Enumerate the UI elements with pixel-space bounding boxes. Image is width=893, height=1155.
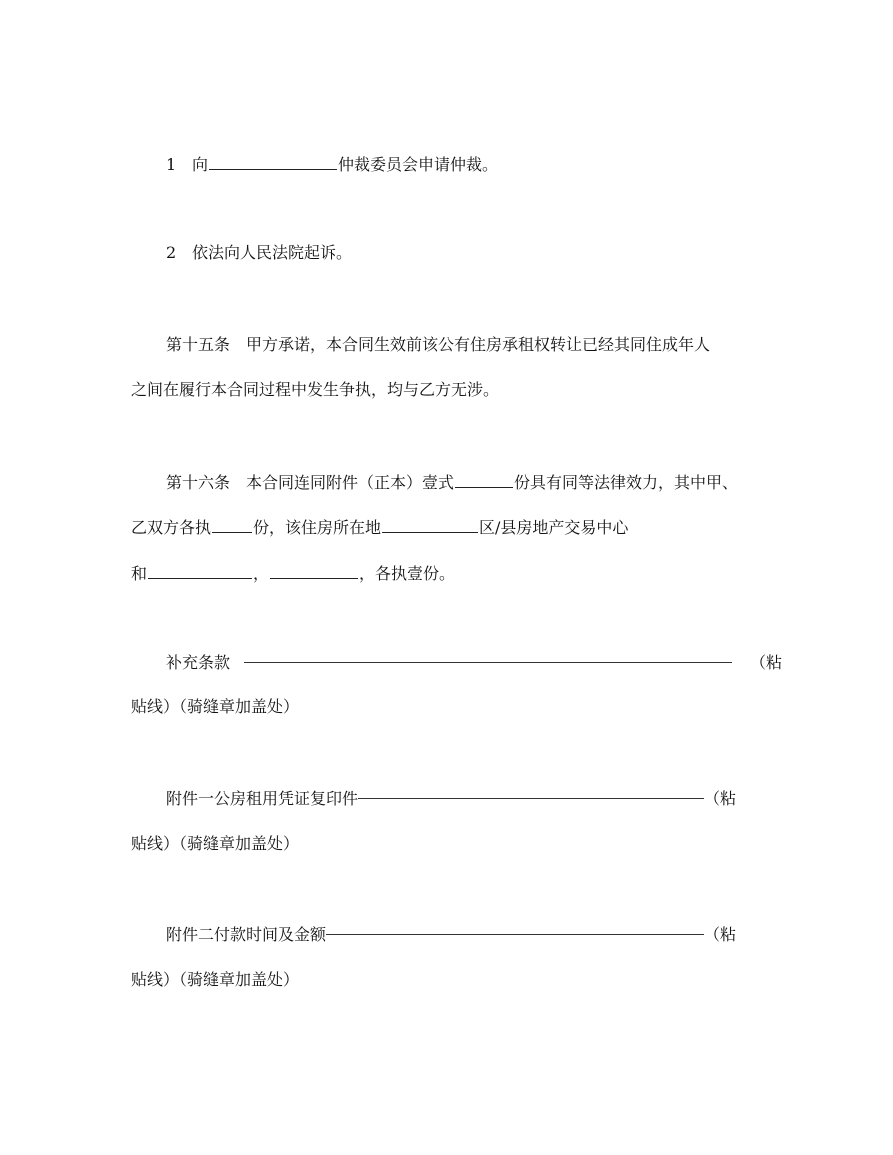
supplementary-terms-note: 贴线）（骑缝章加盖处） xyxy=(131,697,300,716)
article-16-label: 第十六条 xyxy=(166,473,231,492)
supplementary-terms-tail: （粘 xyxy=(750,653,783,672)
attachment-1-tail: （粘 xyxy=(704,789,737,808)
supplementary-terms-title: 补充条款 xyxy=(166,653,231,672)
article-16-text-1a: 本合同连同附件（正本）壹式 xyxy=(246,473,455,492)
article-16-line-2 xyxy=(131,517,628,538)
article-15-line-2 xyxy=(131,380,499,400)
option-1-line xyxy=(166,154,498,175)
attachment-2-rule xyxy=(326,925,704,935)
article-16-text-1b: 份具有同等法律效力，其中甲、 xyxy=(514,473,739,492)
article-16-text-3c: ，各执壹份。 xyxy=(359,564,456,583)
option-2-text: 依法向人民法院起诉。 xyxy=(192,243,353,262)
article-15-label: 第十五条 xyxy=(166,335,231,354)
article-16-text-2b: 份，该住房所在地 xyxy=(253,518,382,537)
supplementary-terms-line-2 xyxy=(131,697,299,717)
attachment-2-line-1 xyxy=(166,925,736,945)
attachment-1-rule xyxy=(358,789,704,799)
option-1-prefix: 向 xyxy=(192,155,209,174)
attachment-1-line-1 xyxy=(166,789,736,809)
article-16-line-1 xyxy=(166,472,738,493)
attachment-2-title: 附件二付款时间及金额 xyxy=(166,925,327,944)
article-15-text-1: 甲方承诺，本合同生效前该公有住房承租权转让已经其同住成年人 xyxy=(246,335,711,354)
copies-total-blank xyxy=(455,472,513,488)
copies-each-blank xyxy=(212,517,252,533)
option-1-number: 1 xyxy=(166,155,177,174)
attachment-1-line-2 xyxy=(131,834,299,854)
option-2-number: 2 xyxy=(166,243,177,262)
copy-holder-2-blank xyxy=(270,563,358,579)
attachment-1-note: 贴线）（骑缝章加盖处） xyxy=(131,834,300,853)
arbitration-committee-blank xyxy=(209,154,337,170)
article-16-line-3 xyxy=(131,563,455,584)
supplementary-terms-rule xyxy=(244,653,732,663)
attachment-2-tail: （粘 xyxy=(704,925,737,944)
article-16-text-2a: 乙双方各执 xyxy=(131,518,212,537)
article-15-text-2: 之间在履行本合同过程中发生争执，均与乙方无涉。 xyxy=(131,380,500,399)
copy-holder-1-blank xyxy=(148,563,252,579)
attachment-1-title: 附件一公房租用凭证复印件 xyxy=(166,789,359,808)
supplementary-terms-line-1 xyxy=(166,653,782,673)
article-16-text-2c: 区/县房地产交易中心 xyxy=(479,518,629,537)
attachment-2-line-2 xyxy=(131,970,299,990)
article-16-text-3a: 和 xyxy=(131,564,148,583)
district-blank xyxy=(382,517,478,533)
article-15-line-1 xyxy=(166,335,710,355)
option-2-line xyxy=(166,243,352,263)
option-1-suffix: 仲裁委员会申请仲裁。 xyxy=(338,155,499,174)
article-16-text-3b: ， xyxy=(253,564,270,583)
attachment-2-note: 贴线）（骑缝章加盖处） xyxy=(131,970,300,989)
